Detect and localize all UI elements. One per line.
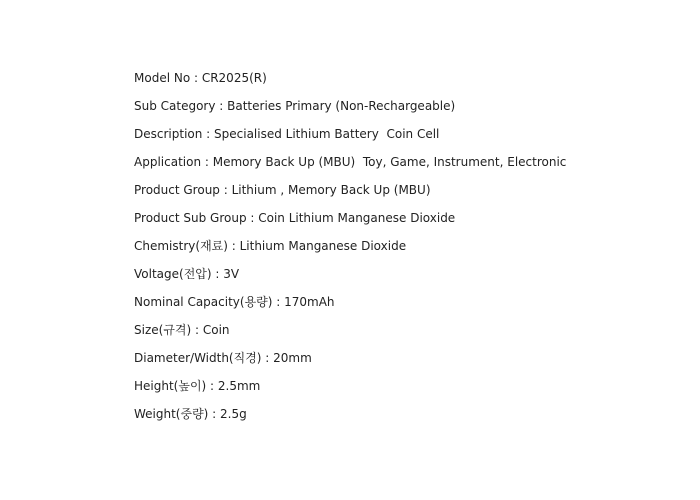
spec-height: Height(높이) : 2.5mm	[134, 379, 261, 393]
spec-weight: Weight(중량) : 2.5g	[134, 407, 247, 421]
spec-voltage: Voltage(전압) : 3V	[134, 267, 240, 281]
spec-nominal-capacity: Nominal Capacity(용량) : 170mAh	[134, 295, 335, 309]
spec-sub-category: Sub Category : Batteries Primary (Non-Rechargeable)	[134, 99, 456, 113]
spec-description: Description : Specialised Lithium Battery Coin Cell	[134, 127, 440, 141]
spec-application: Application : Memory Back Up (MBU) Toy, Game, Instrument, Electronic	[134, 155, 567, 169]
spec-product-group: Product Group : Lithium , Memory Back Up (MBU)	[134, 183, 431, 197]
spec-model-no: Model No : CR2025(R)	[134, 71, 267, 85]
spec-diameter-width: Diameter/Width(직경) : 20mm	[134, 351, 312, 365]
spec-product-sub-group: Product Sub Group : Coin Lithium Manganese Dioxide	[134, 211, 456, 225]
spec-chemistry: Chemistry(재료) : Lithium Manganese Dioxide	[134, 239, 407, 253]
spec-size: Size(규격) : Coin	[134, 323, 230, 337]
spec-list	[134, 70, 566, 434]
